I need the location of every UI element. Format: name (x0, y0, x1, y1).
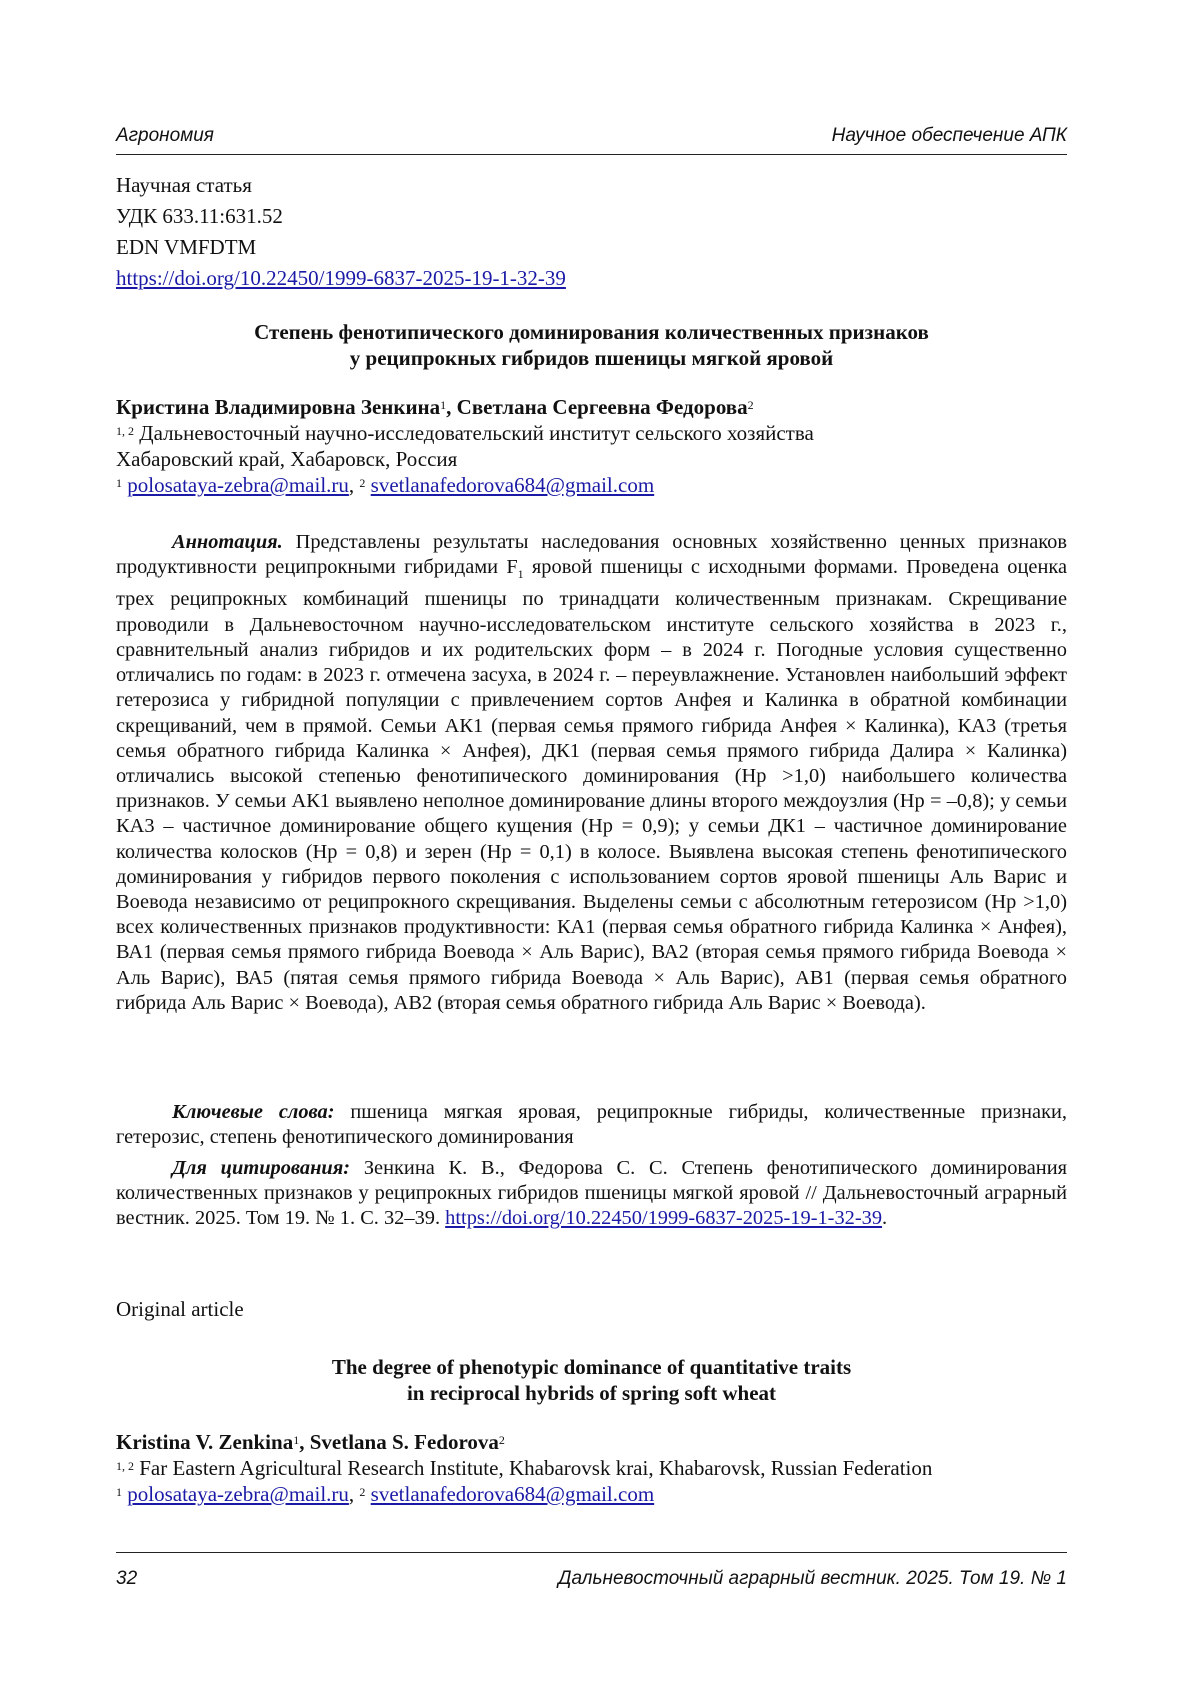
en-title-line2: in reciprocal hybrids of spring soft wheat (406, 1381, 777, 1405)
footer-rule (116, 1552, 1067, 1553)
en-authors: Kristina V. Zenkina$^1$, Svetlana S. Fedorova$^2$ (116, 1430, 505, 1454)
keywords: Ключевые слова: пшеница мягкая яровая, реципрокные гибриды, количественные признаки, гетерозис, степень фенотипического доминирования (116, 1101, 1067, 1149)
ru-affiliation: $^{1, 2}$ Дальневосточный научно-исследовательский институт сельского хозяйства (116, 421, 814, 445)
en-title-line1: The degree of phenotypic dominance of quantitative traits (331, 1355, 852, 1379)
ru-affiliation-city: Хабаровский край, Хабаровск, Россия (116, 447, 458, 471)
footer-journal: Дальневосточный аграрный вестник. 2025. Том 19. № 1 (558, 1568, 1067, 1589)
email1-link[interactable]: polosataya-zebra@mail.ru (127, 473, 349, 497)
abstract: Аннотация. Представлены результаты наследования основных хозяйственно ценных признаков продуктивности реципрокными гибридами $F_1$ яровой пшеницы с исходными формами. Проведена оценка трех реципрокных комбинаций пшеницы по тринадцати количественным признакам. Скрещивание проводили в Дальневосточном научно-исследовательском институте сельского хозяйства в 2023 г., сравнительный анализ гибридов и их родительских форм – в 2024 г. Погодные условия существенно отличались по годам: в 2023 г. отмечена засуха, в 2024 г. – переувлажнение. Установлен наибольший эффект гетерозиса у гибридной популяции с привлечением сортов Анфея и Калинка в обратной комбинации скрещиваний, чем в прямой. Семьи АК1 (первая семья прямого гибрида Анфея × Калинка), КА3 (третья семья обратного гибрида Калинка × Анфея), ДК1 (первая семья прямого гибрида Далира × Калинка) отличались высокой степенью фенотипического доминирования (Hp >1,0) наибольшего количества признаков. У семьи АК1 выявлено неполное доминирование длины второго междоузлия (Hp = –0,8); у семьи КА3 – частичное доминирование общего кущения (Hp = 0,9); у семьи ДК1 – частичное доминирование количества колосков (Hp = 0,8) и зерен (Hp = 0,1) в колосе. Выявлена высокая степень фенотипического доминирования у гибридов первого поколения с использованием сортов яровой пшеницы Аль Варис и Воевода независимо от реципрокного скрещивания. Выделены семьи с абсолютным гетерозисом (Hp >1,0) всех количественных признаков продуктивности: КА1 (первая семья обратного гибрида Калинка × Анфея), ВА1 (первая семья прямого гибрида Воевода × Аль Варис), ВА2 (вторая семья прямого гибрида Воевода × Аль Варис), ВА5 (пятая семья прямого гибрида Воевода × Аль Варис), АВ1 (первая семья обратного гибрида Аль Варис × Воевода), АВ2 (вторая семья обратного гибрида Аль Варис × Воевода). (116, 531, 1067, 1014)
ru-authors-block (116, 394, 1067, 498)
en-article-type: Original article (116, 1297, 244, 1321)
en-authors-block (116, 1429, 1067, 1507)
ru-authors: Кристина Владимировна Зенкина$^1$, Светлана Сергеевна Федорова$^2$ (116, 395, 754, 419)
en-affiliation: $^{1, 2}$ Far Eastern Agricultural Research Institute, Khabarovsk krai, Khabarovsk, Russian Federation (116, 1456, 933, 1480)
header-journal: Научное обеспечение АПК (831, 125, 1067, 146)
ru-author2: Светлана Сергеевна Федорова (456, 395, 748, 419)
citation-label: Для цитирования: (172, 1157, 351, 1179)
citation: Для цитирования: Зенкина К. В., Федорова С. С. Степень фенотипического доминирования количественных признаков у реципрокных гибридов пшеницы мягкой яровой // Дальневосточный аграрный вестник. 2025. Том 19. № 1. С. 32–39. https://doi.org/10.22450/1999-6837-2025-19-1-32-39. (116, 1157, 1068, 1230)
header-rule (116, 154, 1067, 155)
ru-title (116, 319, 1067, 371)
abstract-label: Аннотация. (172, 531, 283, 553)
en-author2: Svetlana S. Fedorova (309, 1430, 499, 1454)
article-type: Научная статья (116, 173, 252, 197)
udc: УДК 633.11:631.52 (116, 204, 283, 228)
en-author1: Kristina V. Zenkina (116, 1430, 294, 1454)
ru-title-line1: Степень фенотипического доминирования количественных признаков (254, 320, 929, 344)
en-email2-link[interactable]: svetlanafedorova684@gmail.com (370, 1482, 655, 1506)
keywords-label: Ключевые слова: (172, 1101, 335, 1123)
header-section: Агрономия (116, 125, 214, 146)
email2-link[interactable]: svetlanafedorova684@gmail.com (370, 473, 655, 497)
en-email1-link[interactable]: polosataya-zebra@mail.ru (127, 1482, 349, 1506)
citation-doi-link[interactable]: https://doi.org/10.22450/1999-6837-2025-19-1-32-39 (445, 1207, 883, 1230)
en-title (116, 1354, 1067, 1406)
doi-link[interactable]: https://doi.org/10.22450/1999-6837-2025-19-1-32-39 (116, 266, 566, 290)
ru-title-line2: у реципрокных гибридов пшеницы мягкой яровой (349, 346, 834, 370)
article-meta (116, 170, 566, 294)
page-number: 32 (116, 1568, 138, 1589)
edn: EDN VMFDTM (116, 235, 257, 259)
ru-emails: $^1$ polosataya-zebra@mail.ru, $^2$ svetlanafedorova684@gmail.com (116, 473, 655, 497)
ru-author1: Кристина Владимировна Зенкина (116, 395, 441, 419)
en-emails: $^1$ polosataya-zebra@mail.ru, $^2$ svetlanafedorova684@gmail.com (116, 1482, 655, 1506)
